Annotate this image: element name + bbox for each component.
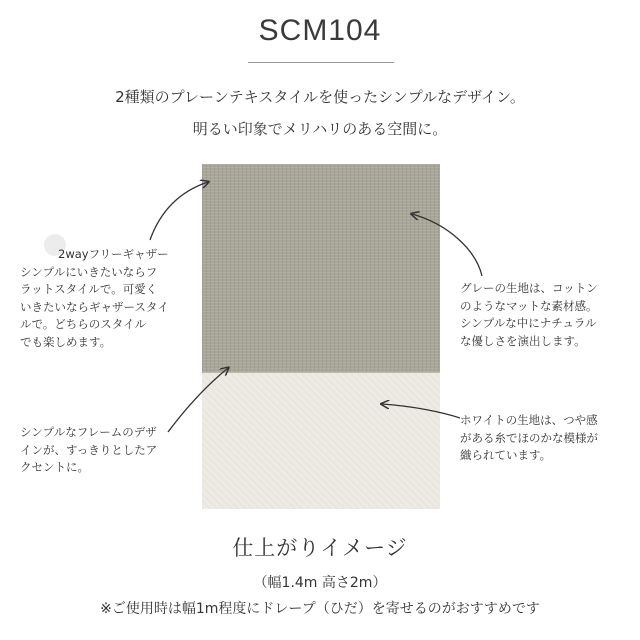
arrow-to-gathers [150, 182, 208, 240]
note-line: ルで。どちらのスタイル [20, 317, 147, 331]
note-line: 2wayフリーギャザー [58, 247, 169, 261]
note-line: な優しさを演出します。 [460, 333, 586, 348]
intro-line-2: 明るい印象でメリハリのある空間に。 [192, 120, 448, 138]
intro-line-1: 2種類のプレーンテキスタイルを使ったシンプルなデザイン。 [115, 88, 525, 106]
note-line: グレーの生地は、コットン [460, 281, 598, 295]
note-line: がある糸でほのかな模様が [460, 430, 598, 445]
arrow-to-frame [168, 368, 228, 432]
note-line: ホワイトの生地は、つや感 [460, 413, 598, 427]
note-line: でも楽しめます。 [20, 334, 112, 349]
note-line: シンプルな中にナチュラル [460, 316, 597, 330]
note-line: インが、すっきりとしたア [20, 442, 158, 457]
note-line: のようなマットな素材感。 [460, 298, 598, 313]
note-line: シンプルなフレームのデザ [20, 425, 157, 439]
arrow-to-white-fabric [382, 404, 460, 418]
note-line: いきたいならギャザースタイ [20, 299, 169, 314]
finish-image-title: 仕上がりイメージ [232, 536, 408, 560]
note-line: ラットスタイルで。可愛く [20, 282, 158, 296]
arrow-to-gray-fabric [412, 214, 482, 276]
size-text: （幅1.4m 高さ2m） [253, 575, 387, 591]
note-line: クセントに。 [20, 460, 89, 474]
note-line: 織られています。 [460, 448, 552, 462]
page-title: SCM104 [258, 14, 382, 47]
usage-note: ※ご使用時は幅1m程度にドレープ（ひだ）を寄せるのがおすすめです [100, 601, 540, 617]
note-line: シンプルにいきたいならフ [20, 264, 158, 279]
